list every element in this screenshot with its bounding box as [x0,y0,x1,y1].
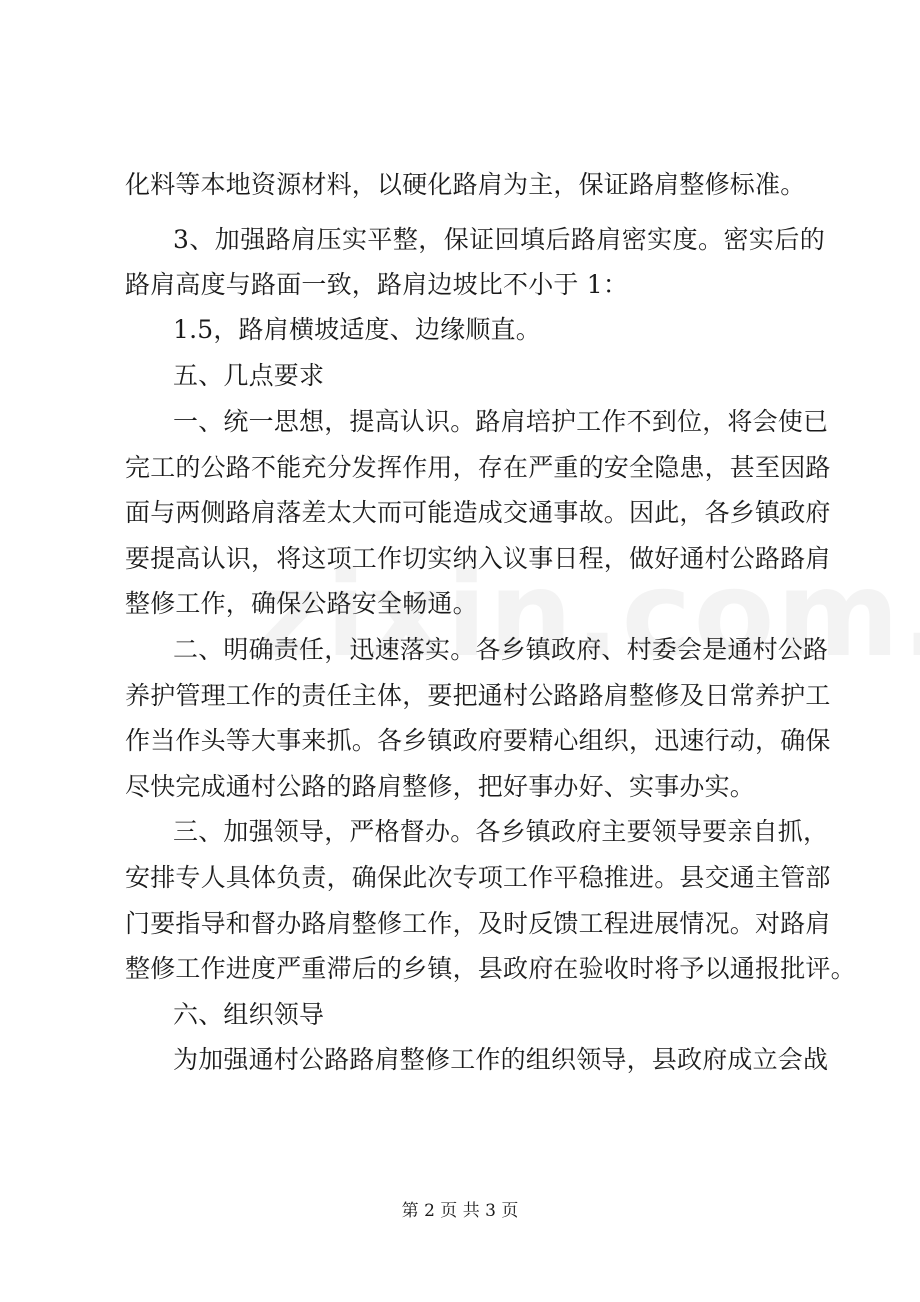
text-line: 门要指导和督办路肩整修工作，及时反馈工程进展情况。对路肩 [125,909,831,938]
text-line: 1.5，路肩横坡适度、边缘顺直。 [173,315,541,344]
text-line: 三、加强领导，严格督办。各乡镇政府主要领导要亲自抓， [173,817,829,846]
text-line: 完工的公路不能充分发挥作用，存在严重的安全隐患，甚至因路 [125,453,831,482]
text-line: 安排专人具体负责，确保此次专项工作平稳推进。县交通主管部 [125,863,831,892]
text-line: 路肩高度与路面一致，路肩边坡比不小于 1： [125,270,629,299]
text-line: 一、统一思想，提高认识。路肩培护工作不到位，将会使已 [173,407,829,436]
text-line: 为加强通村公路路肩整修工作的组织领导，县政府成立会战 [173,1045,829,1074]
section-heading: 五、几点要求 [173,361,325,390]
text-line: 面与两侧路肩落差太大而可能造成交通事故。因此，各乡镇政府 [125,498,831,527]
text-line: 二、明确责任，迅速落实。各乡镇政府、村委会是通村公路 [173,635,829,664]
text-line: 作当作头等大事来抓。各乡镇政府要精心组织，迅速行动，确保 [125,726,831,755]
text-line: 化料等本地资源材料，以硬化路肩为主，保证路肩整修标准。 [125,170,806,199]
section-heading: 六、组织领导 [173,1000,325,1029]
page-footer: 第 2 页 共 3 页 [401,1201,519,1221]
text-line: 养护管理工作的责任主体，要把通村公路路肩整修及日常养护工 [125,681,831,710]
text-line: 尽快完成通村公路的路肩整修，把好事办好、实事办实。 [125,772,756,801]
text-line: 3、加强路肩压实平整，保证回填后路肩密实度。密实后的 [173,225,825,254]
text-line: 整修工作，确保公路安全畅通。 [125,589,478,618]
text-line: 整修工作进度严重滞后的乡镇，县政府在验收时将予以通报批评。 [125,954,856,983]
text-line: 要提高认识，将这项工作切实纳入议事日程，做好通村公路路肩 [125,544,831,573]
